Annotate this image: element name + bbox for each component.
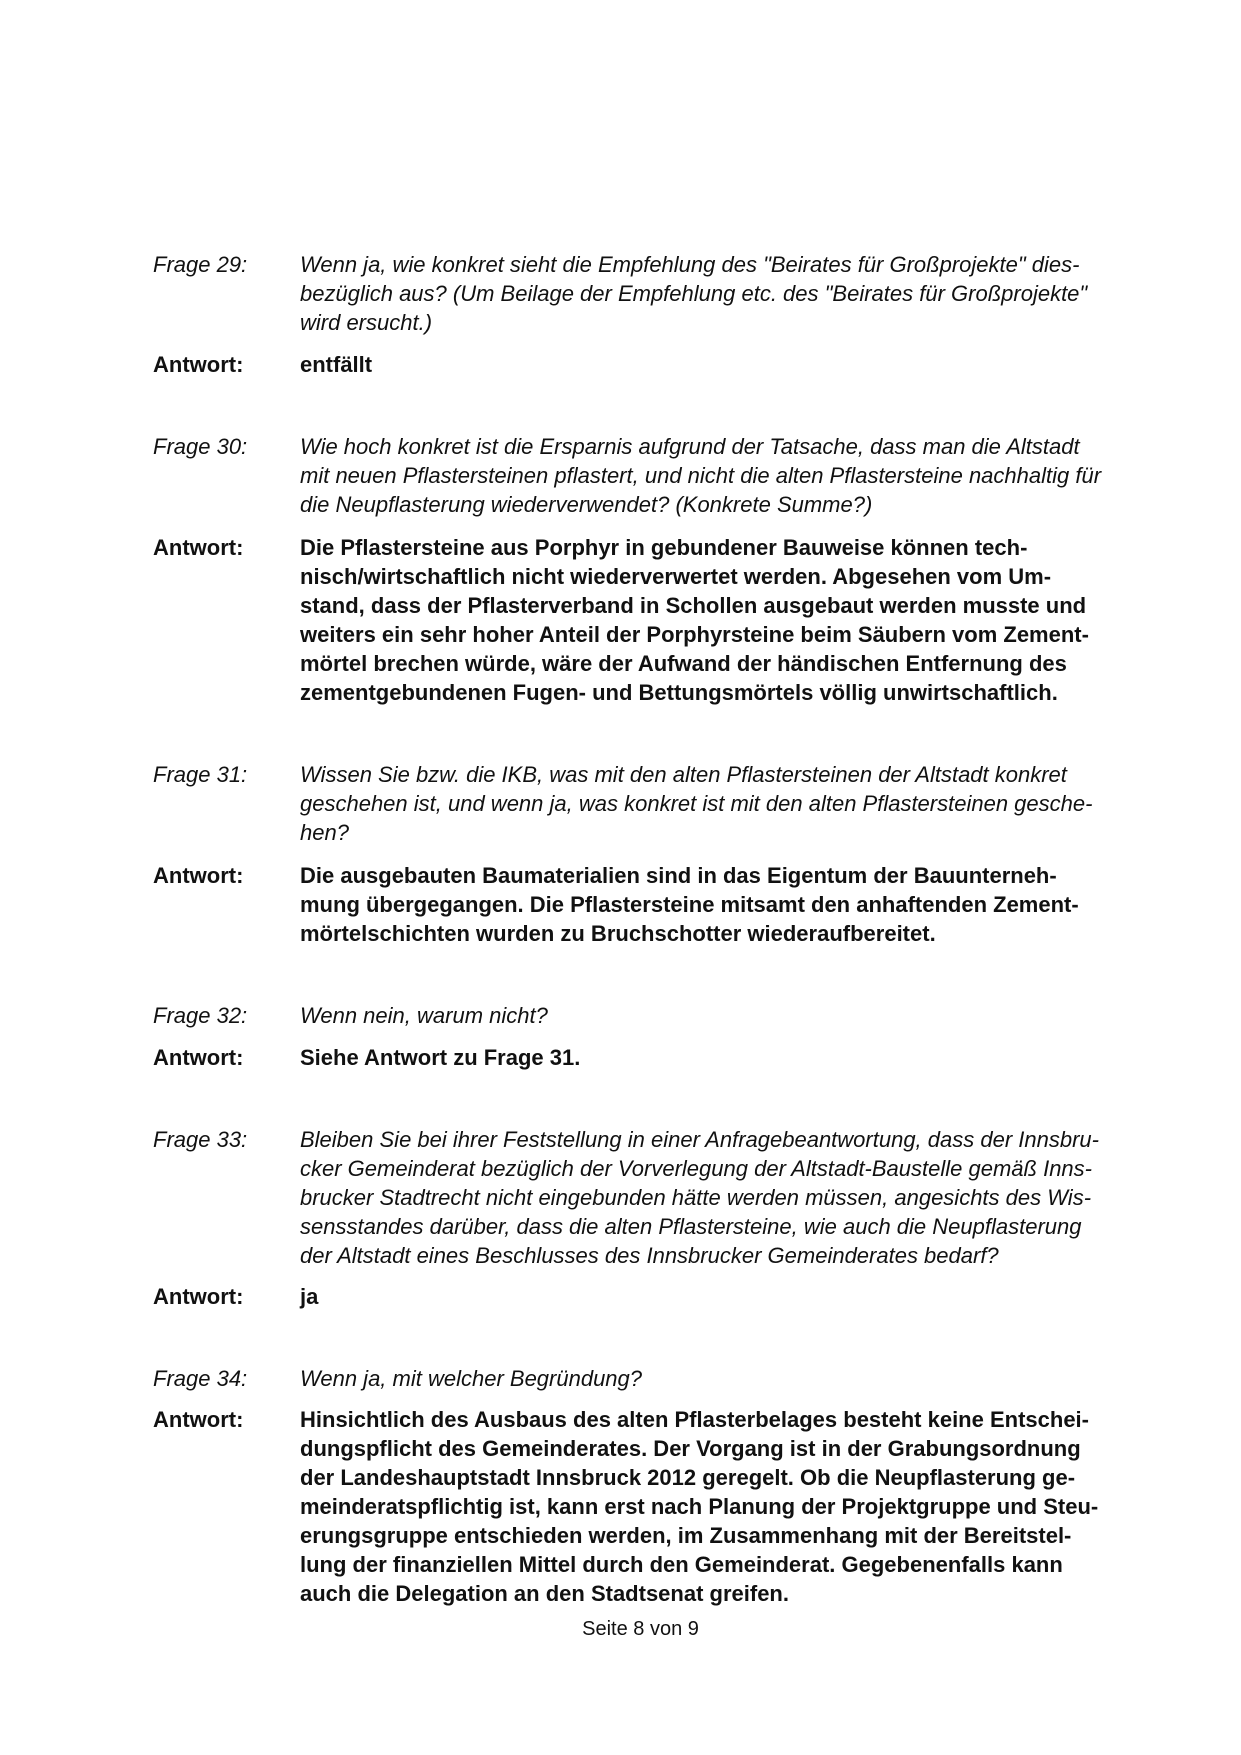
answer-line: Siehe Antwort zu Frage 31. [300, 1045, 581, 1070]
question-text [300, 250, 1145, 337]
answer-line: dungspflicht des Gemeinderates. Der Vorgang ist in der Grabungsordnung [300, 1436, 1081, 1461]
answer-line: Die ausgebauten Baumaterialien sind in das Eigentum der Bauunterneh- [300, 863, 1057, 888]
answer-label: Antwort: [153, 863, 244, 888]
answer-label: Antwort: [153, 535, 244, 560]
question-line: Bleiben Sie bei ihrer Feststellung in einer Anfragebeantwortung, dass der Innsbru- [300, 1127, 1099, 1152]
answer-line: erungsgruppe entschieden werden, im Zusammenhang mit der Bereitstel- [300, 1523, 1072, 1548]
question-line: Wenn nein, warum nicht? [300, 1003, 548, 1028]
answer-line: lung der finanziellen Mittel durch den Gemeinderat. Gegebenenfalls kann [300, 1552, 1063, 1577]
answer-line: zementgebundenen Fugen- und Bettungsmörtels völlig unwirtschaftlich. [300, 680, 1058, 705]
answer-label: Antwort: [153, 1284, 244, 1309]
question-line: mit neuen Pflastersteinen pflastert, und nicht die alten Pflastersteine nachhaltig für [300, 463, 1102, 488]
question-label: Frage 32: [153, 1003, 248, 1028]
question-line: wird ersucht.) [300, 310, 433, 335]
answer-line: ja [300, 1284, 319, 1309]
answer-line: mörtelschichten wurden zu Bruchschotter wiederaufbereitet. [300, 921, 936, 946]
question-text [300, 760, 1145, 847]
answer-line: Die Pflastersteine aus Porphyr in gebundener Bauweise können tech- [300, 535, 1028, 560]
question-label: Frage 31: [153, 762, 248, 787]
page-number-footer: Seite 8 von 9 [582, 1618, 699, 1640]
question-line: sensstandes darüber, dass die alten Pflastersteine, wie auch die Neupflasterung [300, 1214, 1082, 1239]
answer-label: Antwort: [153, 1407, 244, 1432]
answer-line: nisch/wirtschaftlich nicht wiederverwertet werden. Abgesehen vom Um- [300, 564, 1052, 589]
answer-line: mörtel brechen würde, wäre der Aufwand der händischen Entfernung des [300, 651, 1067, 676]
question-line: die Neupflasterung wiederverwendet? (Konkrete Summe?) [300, 492, 873, 517]
question-line: cker Gemeinderat bezüglich der Vorverlegung der Altstadt-Baustelle gemäß Inns- [300, 1156, 1092, 1181]
answer-text [300, 1282, 1145, 1311]
question-text [300, 432, 1145, 519]
answer-line: stand, dass der Pflasterverband in Schollen ausgebaut werden musste und [300, 593, 1087, 618]
question-line: hen? [300, 820, 349, 845]
question-text [300, 1125, 1145, 1270]
answer-line: Hinsichtlich des Ausbaus des alten Pflasterbelages besteht keine Entschei- [300, 1407, 1089, 1432]
question-label: Frage 30: [153, 434, 248, 459]
answer-text [300, 533, 1145, 707]
answer-text [300, 350, 1145, 379]
answer-line: entfällt [300, 352, 373, 377]
question-line: Wenn ja, wie konkret sieht die Empfehlung des "Beirates für Großprojekte" dies- [300, 252, 1080, 277]
answer-text [300, 1043, 1145, 1072]
question-line: geschehen ist, und wenn ja, was konkret ist mit den alten Pflastersteinen gesche- [300, 791, 1093, 816]
question-line: Wie hoch konkret ist die Ersparnis aufgrund der Tatsache, dass man die Altstadt [300, 434, 1080, 459]
answer-text [300, 1405, 1145, 1608]
answer-line: mung übergegangen. Die Pflastersteine mitsamt den anhaftenden Zement- [300, 892, 1079, 917]
question-label: Frage 34: [153, 1366, 248, 1391]
answer-line: auch die Delegation an den Stadtsenat greifen. [300, 1581, 789, 1606]
answer-line: weiters ein sehr hoher Anteil der Porphyrsteine beim Säubern vom Zement- [300, 622, 1089, 647]
answer-label: Antwort: [153, 352, 244, 377]
question-line: bezüglich aus? (Um Beilage der Empfehlung etc. des "Beirates für Großprojekte" [300, 281, 1088, 306]
question-line: der Altstadt eines Beschlusses des Innsbrucker Gemeinderates bedarf? [300, 1243, 999, 1268]
question-label: Frage 33: [153, 1127, 248, 1152]
question-text [300, 1001, 1145, 1030]
answer-line: meinderatspflichtig ist, kann erst nach Planung der Projektgruppe und Steu- [300, 1494, 1099, 1519]
question-line: Wenn ja, mit welcher Begründung? [300, 1366, 643, 1391]
answer-label: Antwort: [153, 1045, 244, 1070]
question-line: brucker Stadtrecht nicht eingebunden hätte werden müssen, angesichts des Wis- [300, 1185, 1092, 1210]
question-line: Wissen Sie bzw. die IKB, was mit den alten Pflastersteinen der Altstadt konkret [300, 762, 1067, 787]
answer-line: der Landeshauptstadt Innsbruck 2012 geregelt. Ob die Neupflasterung ge- [300, 1465, 1076, 1490]
question-label: Frage 29: [153, 252, 248, 277]
answer-text [300, 861, 1145, 948]
question-text [300, 1364, 1145, 1393]
